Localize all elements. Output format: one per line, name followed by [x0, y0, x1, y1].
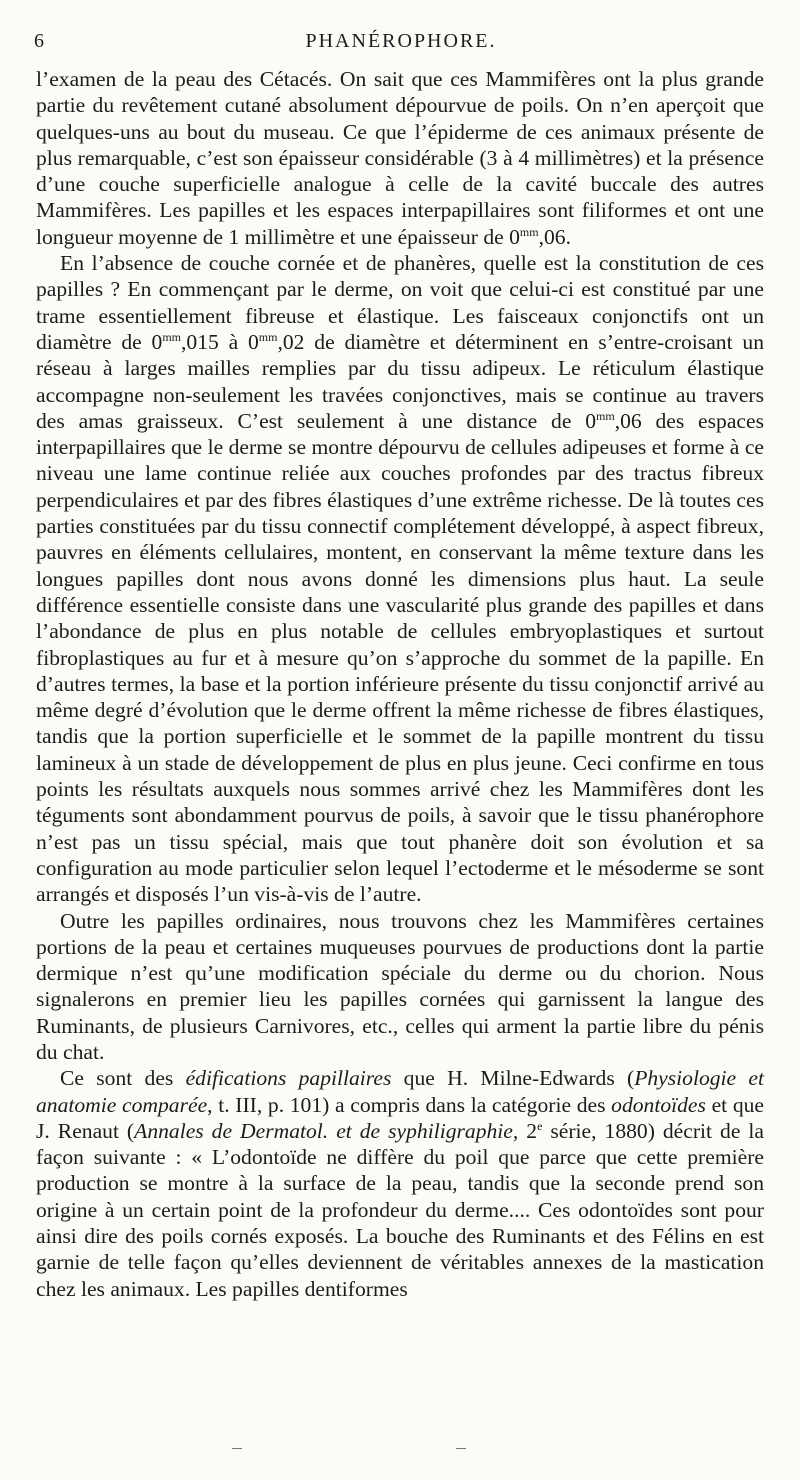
- superscript: mm: [596, 408, 615, 423]
- text-run: 2: [518, 1118, 538, 1143]
- paragraph: [36, 1065, 764, 1302]
- text-run: l’examen de la peau des Cétacés. On sait que ces Mammifères ont la plus grande partie du revêtement cutané absolument dépourvue de poils. On n’en aperçoit que quelques-uns au bout du museau. Ce que l’épiderme de ces animaux présente de plus remarquable, c’est son épaisseur considérable (3 à 4 millimètres) et la présence d’une couche superficielle analogue à celle de la cavité buccale des autres Mammifères. Les papilles et les espaces interpapillaires sont filiformes et ont une longueur moyenne de 1 millimètre et une épaisseur de 0: [36, 67, 764, 249]
- text-run: Outre les papilles ordinaires, nous trouvons chez les Mammifères certaines portions de la peau et certaines muqueuses pourvues de productions dont la partie dermique n’est qu’une modification spéciale du derme ou du chorion. Nous signalerons en premier lieu les papilles cornées qui garnissent la langue des Ruminants, de plusieurs Carnivores, etc., celles qui arment la partie libre du pénis du chat.: [36, 908, 764, 1064]
- superscript: mm: [258, 329, 278, 344]
- superscript: e: [537, 1118, 543, 1133]
- superscript: mm: [162, 329, 181, 344]
- footer-mark: [232, 1448, 242, 1449]
- paragraph: [36, 908, 764, 1066]
- body-text: [36, 66, 764, 1302]
- page-number: 6: [34, 30, 45, 52]
- paragraph: [36, 250, 764, 907]
- text-run: Ce sont des: [60, 1066, 186, 1091]
- text-run: et que J. Renaut (: [36, 1092, 765, 1143]
- text-run: ,06.: [538, 224, 571, 249]
- italic-text: édifications papillaires: [185, 1066, 392, 1091]
- text-run: série, 1880) décrit de la façon suivante : « L’odontoïde ne diffère du poil que parce que cette première production se montre à la surface de la peau, tandis que la seconde prend son origine à un certain point de la profondeur du derme.... Ces odontoïdes sont pour ainsi dire des poils cornés exposés. La bouche des Ruminants et des Félins en est garnie de telle façon qu’elles deviennent de véritables annexes de la mastication chez les animaux. Les papilles dentiformes: [36, 1118, 764, 1301]
- text-run: En l’absence de couche cornée et de phanères, quelle est la constitution de ces papilles ? En commençant par le derme, on voit que celui-ci est constitué par une trame essentiellement fibreuse et élastique. Les faisceaux conjonctifs ont un diamètre de 0: [36, 251, 764, 354]
- italic-text: Annales de Dermatol. et de syphiligraphie,: [134, 1118, 519, 1143]
- text-run: ,06 des espaces interpapillaires que le derme se montre dépourvu de cellules adipeuses et forme à ce niveau une lame continue reliée aux couches profondes par des tractus fibreux perpendiculaires et par des fibres élastiques d’une extrême richesse. De là toutes ces parties constituées par du tissu connectif complétement développé, à aspect fibreux, pauvres en éléments cellulaires, montent, en conservant la même texture dans les longues papilles dont nous avons donné les dimensions plus haut. La seule différence essentielle consiste dans une vascularité plus grande des papilles et dans l’abondance de plus en plus notable de cellules embryoplastiques et surtout fibroplastiques au fur et à mesure qu’on s’approche du sommet de la papille. En d’autres termes, la base et la portion inférieure présente du tissu conjonctif arrivé au même degré d’évolution que le derme offrent la même richesse de fibres élastiques, tandis que la portion superficielle et le sommet de la papille montrent du tissu lamineux à un stade de développement de plus en plus jeune. Ceci confirme en tous points les résultats auxquels nous sommes arrivé chez les Mammifères dont les téguments sont abondamment pourvus de poils, à savoir que le tissu phanérophore n’est pas un tissu spécial, mais que tout phanère doit son évolution et sa configuration au mode particulier selon lequel l’ectoderme et le mésoderme se sont arrangés et disposés l’un vis-à-vis de l’autre.: [36, 408, 764, 907]
- superscript: mm: [519, 224, 539, 239]
- italic-text: odontoïdes: [611, 1092, 706, 1117]
- running-title: PHANÉROPHORE.: [305, 30, 497, 52]
- paragraph: [36, 66, 764, 250]
- text-run: , t. III, p. 101) a compris dans la catégorie des: [207, 1092, 612, 1117]
- italic-text: Physiologie et anatomie comparée: [36, 1066, 764, 1117]
- footer-mark: [456, 1448, 466, 1449]
- page-header: [34, 30, 768, 60]
- text-run: ,015 à 0: [181, 329, 259, 354]
- text-run: que H. Milne-Edwards (: [391, 1066, 635, 1091]
- text-run: ,02 de diamètre et déterminent en s’entre-croisant un réseau à larges mailles remplies par du tissu adipeux. Le réticulum élastique accompagne non-seulement les travées conjonctives, mais se continue au travers des amas graisseux. C’est seulement à une distance de 0: [36, 329, 765, 433]
